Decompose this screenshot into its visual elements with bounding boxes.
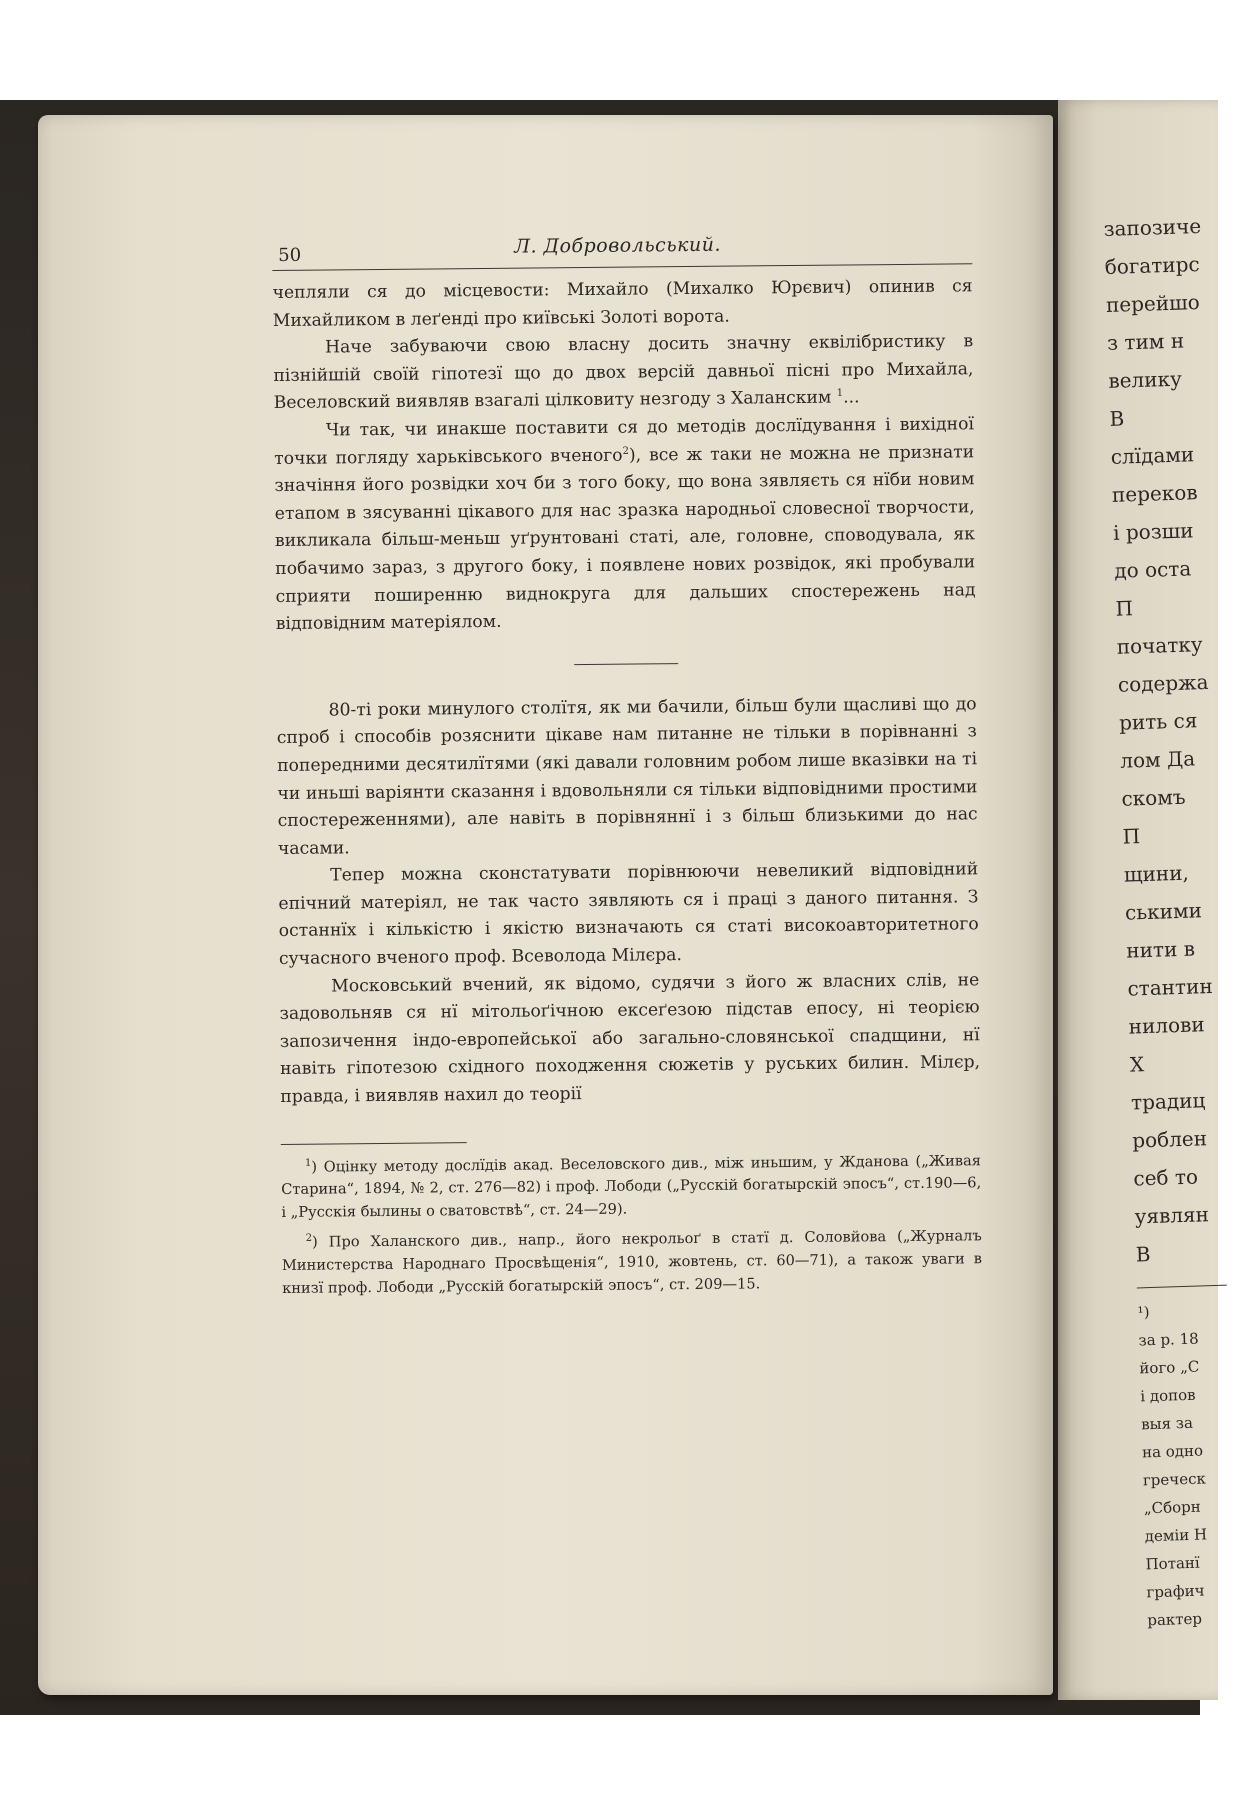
text-fragment: і розши [1112,518,1194,545]
text-fragment: стантин [1127,973,1214,1001]
paragraph: Тепер можна сконстатувати порівнюючи невеликий відповідний епічний матеріял, не так часто зявляють ся і праці з даного питання. З останнїх і кількістю і якістю визначають ся статі високоавторитетного сучасного вченого проф. Всеволода Мілєра. [278,859,979,970]
text-fragment: себ то [1133,1164,1199,1191]
text-fragment: щини, [1123,860,1190,887]
text-fragment: до оста [1113,556,1192,583]
section-divider [574,663,678,665]
footnote-text: ) Про Халанского див., напр., його некрольоґ в статї д. Соловйова („Журналъ Министерства Народнаго Просвѣщенія“, 1910, жовтень, ст. 60—71), а також уваги в книзї проф. Лободи „Русскій богатырскій эпосъ“, ст. 209—15. [281,1227,982,1297]
text-fragment: Х [1129,1052,1145,1077]
text-fragment: П [1122,824,1141,849]
text-fragment: нилови [1128,1012,1206,1039]
page-header [272,223,972,280]
note-fragment: графич [1146,1581,1205,1602]
text-fragment: нити в [1125,936,1196,963]
note-fragment: його „С [1139,1357,1200,1378]
footnote-text: ) Оцінку методу дослїдів акад. Веселовского див., між иньшим, у Жданова („Живая Старина“, 1894, № 2, ст. 276—82) і проф. Лободи („Русскій богатырскій эпосъ“, ст.190—6, і „Русскія былины о сватовствѣ“, ст. 24—29). [281,1151,982,1221]
text-fragment: слїдами [1110,442,1195,469]
text-fragment: велику [1107,366,1183,393]
footnotes-rule [1137,1285,1227,1289]
header-rule [272,263,972,271]
text-fragment: содержа [1117,669,1209,697]
page-text [272,223,982,1308]
text-fragment: уявлян [1134,1202,1210,1229]
text-fragment: запозиче [1103,213,1202,241]
note-fragment: „Сборн [1143,1497,1201,1518]
text-fragment: В [1135,1242,1151,1267]
text-fragment: перейшо [1105,290,1201,317]
text-fragment: роблен [1131,1126,1208,1153]
text-fragment: з тим н [1106,328,1185,355]
running-head: Л. Добровольський. [514,233,722,258]
text-fragment: традиц [1130,1088,1206,1115]
text-fragment: лом Да [1119,746,1196,773]
paragraph: 80-ті роки минулого столїтя, як ми бачили, більш були щасливі що до спроб і способів розяснити цікаве нам питанне не тільки в порівнанні з попередними десятилїтями (які давали головним робом лише вказівки на ті чи иньші варіянти сказання і вдовольняли ся тільки відповідними простими спостереженнями), але навіть в порівняннї і з більш близькими до нас часами. [276,693,978,859]
text-fragment: П [1115,596,1134,621]
text-fragment: скомъ [1121,784,1186,811]
paragraph-text: Чи так, чи инакше поставити ся до методів дослїдування і вихідної точки погляду харьківського вченого [274,414,974,469]
footnote-marker: 1 [836,388,844,400]
footnote-marker: 2 [622,445,629,457]
note-fragment: выя за [1140,1413,1194,1434]
text-fragment: В [1109,406,1125,431]
note-fragment: на одно [1141,1441,1204,1462]
paragraph-tail: ... [843,387,860,408]
paragraph: чепляли ся до місцевости: Михайло (Михалко Юрєвич) опинив ся Михайликом в леґенді про київські Золоті ворота. [272,276,973,331]
note-fragment: ¹) [1137,1303,1150,1322]
text-fragment: богатирс [1104,251,1201,279]
text-fragment: початку [1116,632,1203,659]
footnotes-rule [281,1142,467,1145]
note-fragment: рактер [1147,1609,1203,1630]
note-fragment: за р. 18 [1138,1329,1199,1350]
footnote-marker: 1 [304,1157,312,1169]
note-fragment: деміи Н [1144,1525,1208,1546]
note-fragment: Потанї [1145,1553,1200,1574]
footnote-marker: 2 [305,1233,313,1245]
page-number: 50 [278,244,302,266]
paragraph-text: Наче забуваючи свою власну досить значну еквілібристику в пізнійшій своїй гіпотезї що до двох версій давньої пісні про Михайла, Веселовский виявляв взагалі цілковиту незгоду з Халанским [273,331,974,414]
text-fragment: ськими [1124,898,1203,925]
note-fragment: греческ [1142,1469,1207,1490]
paragraph [273,328,974,417]
text-fragment: рить ся [1118,708,1198,735]
paragraph-text: ), все ж таки не можна не признати значіння його розвідки хоч би з того боку, що вона зявляєть ся нїби новим етапом в зясуванні цікавого для нас зразка народньої словесної творчости, викликала більш-меньш уґрунтовані статі, але, головне, споводувала, як побачимо зараз, з другого боку, і появлене нових розвідок, які пробували сприяти поширенню виднокруга для дальших спостережень над відповідним матеріялом. [274,441,976,635]
footnote [282,1226,983,1300]
footnote [281,1150,982,1224]
paragraph: Московський вчений, як відомо, судячи з його ж власних слів, не задовольняв ся нї мітольоґічною ексеґезою підстав епосу, ні теорією запозичення індо-европейської або загально-словянської спадщини, нї навіть гіпотезою східного походження сюжетів у руських билин. Мілєр, правда, і виявляв нахил до теорії [279,969,981,1107]
note-fragment: і допов [1140,1385,1196,1406]
paragraph [274,411,976,638]
text-fragment: переков [1111,480,1198,507]
